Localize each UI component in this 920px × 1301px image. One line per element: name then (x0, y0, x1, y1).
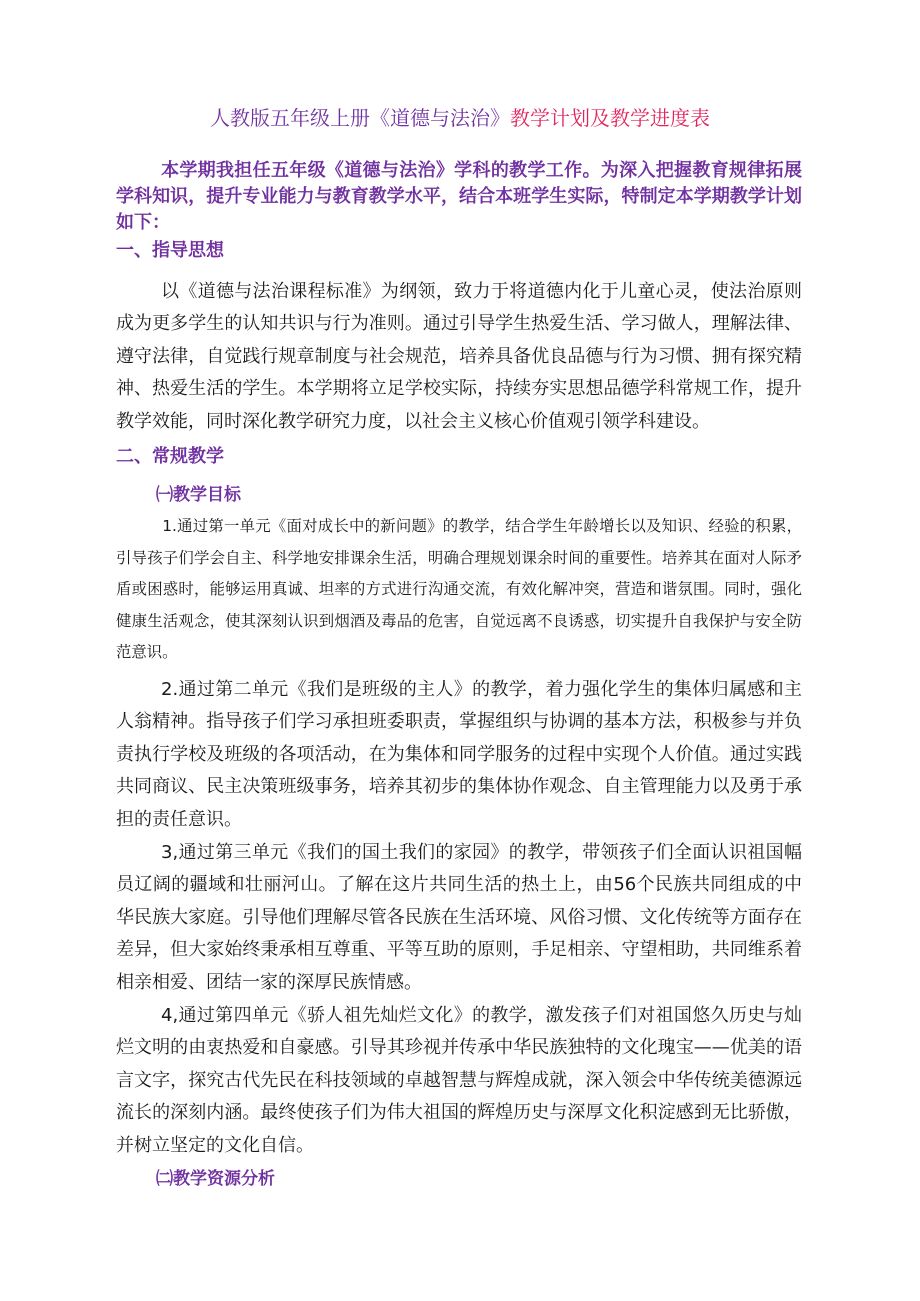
subsection-heading-resource-analysis: ㈡教学资源分析 (156, 1169, 275, 1189)
section-heading-guiding-ideology: 一、指导思想 (116, 240, 224, 261)
section-heading-regular-teaching: 二、常规教学 (116, 446, 224, 467)
guiding-ideology-paragraph: 以《道德与法治课程标准》为纲领，致力于将道德内化于儿童心灵，使法治原则成为更多学生的认知共识与行为准则。通过引导学生热爱生活、学习做人，理解法律、遵守法律，自觉践行规章制度与社会规范，培养具备优良品德与行为习惯、拥有探究精神、热爱生活的学生。本学期将立足学校实际，持续夯实思想品德学科常规工作，提升教学效能，同时深化教学研究力度，以社会主义核心价值观引领学科建设。 (116, 281, 802, 432)
subsection-heading-teaching-goals: ㈠教学目标 (156, 485, 241, 505)
goal-item-unit-1: 1.通过第一单元《面对成长中的新问题》的教学，结合学生年龄增长以及知识、经验的积累，引导孩子们学会自主、科学地安排课余生活，明确合理规划课余时间的重要性。培养其在面对人际矛盾或困惑时，能够运用真诚、坦率的方式进行沟通交流，有效化解冲突，营造和谐氛围。同时，强化健康生活观念，使其深刻认识到烟酒及毒品的危害，自觉远离不良诱惑，切实提升自我保护与安全防范意识。 (116, 517, 802, 661)
goal-item-unit-4: 4,通过第四单元《骄人祖先灿烂文化》的教学，激发孩子们对祖国悠久历史与灿烂文明的由衷热爱和自豪感。引导其珍视并传承中华民族独特的文化瑰宝——优美的语言文字，探究古代先民在科技领域的卓越智慧与辉煌成就，深入领会中华传统美德源远流长的深刻内涵。最终使孩子们为伟大祖国的辉煌历史与深厚文化积淀感到无比骄傲，并树立坚定的文化自信。 (116, 1005, 802, 1156)
goal-item-unit-3: 3,通过第三单元《我们的国土我们的家园》的教学，带领孩子们全面认识祖国幅员辽阔的疆域和壮丽河山。了解在这片共同生活的热土上，由56个民族共同组成的中华民族大家庭。引导他们理解尽管各民族在生活环境、风俗习惯、文化传统等方面存在差异，但大家始终秉承相互尊重、平等互助的原则，手足相亲、守望相助，共同维系着相亲相爱、团结一家的深厚民族情感。 (116, 842, 802, 993)
title-plan: 教学计划及教学进度表 (510, 106, 710, 130)
title-subject: 人教版五年级上册《道德与法治》 (210, 106, 510, 130)
document-title (0, 106, 920, 130)
goal-item-unit-2: 2.通过第二单元《我们是班级的主人》的教学，着力强化学生的集体归属感和主人翁精神。指导孩子们学习承担班委职责，掌握组织与协调的基本方法，积极参与并负责执行学校及班级的各项活动，在为集体和同学服务的过程中实现个人价值。通过实践共同商议、民主决策班级事务，培养其初步的集体协作观念、自主管理能力以及勇于承担的责任意识。 (116, 679, 802, 830)
intro-paragraph: 本学期我担任五年级《道德与法治》学科的教学工作。为深入把握教育规律拓展学科知识，提升专业能力与教育教学水平，结合本班学生实际，特制定本学期教学计划如下： (116, 160, 802, 233)
